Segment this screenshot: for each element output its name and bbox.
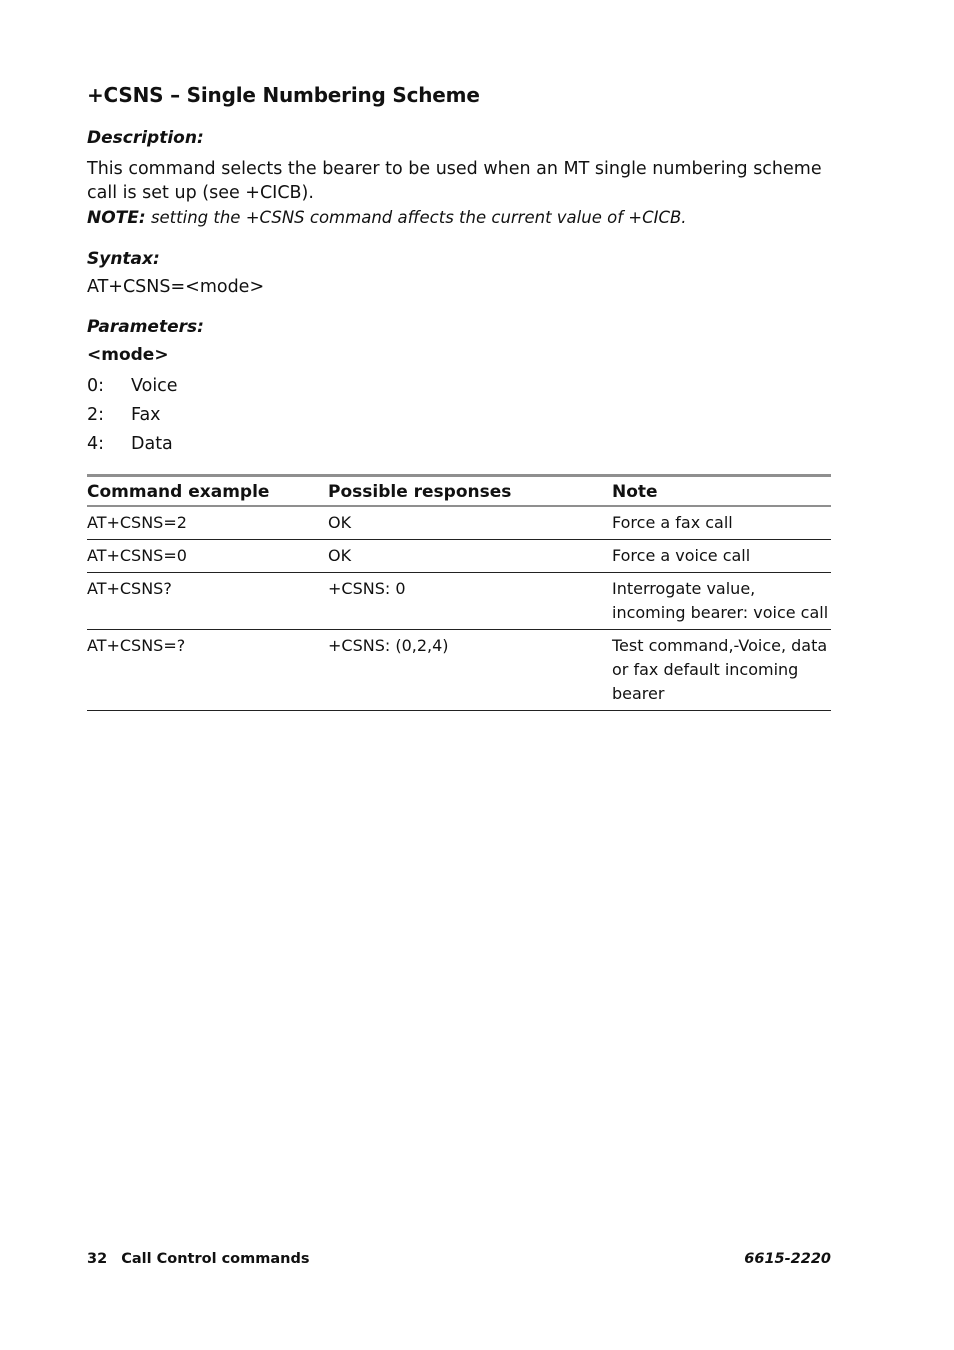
parameter-item [87, 434, 173, 454]
parameter-value: Fax [131, 405, 161, 425]
cell-note: Force a voice call [612, 546, 751, 565]
cell-response: +CSNS: (0,2,4) [328, 636, 449, 655]
parameters-label: Parameters: [87, 317, 204, 337]
cell-command: AT+CSNS=0 [87, 546, 187, 565]
section-name: Call Control commands [121, 1251, 310, 1267]
column-header-command: Command example [87, 482, 270, 502]
parameter-value: Data [131, 434, 173, 454]
cell-note: Force a fax call [612, 513, 733, 532]
page-number: 32 [87, 1251, 108, 1267]
command-table [87, 474, 831, 711]
cell-response: OK [328, 546, 352, 565]
parameter-item [87, 376, 178, 396]
cell-command: AT+CSNS=2 [87, 513, 187, 532]
cell-note: Interrogate value, incoming bearer: voice call [612, 579, 829, 622]
cell-response: OK [328, 513, 352, 532]
page-title: +CSNS – Single Numbering Scheme [87, 83, 480, 107]
cell-response: +CSNS: 0 [328, 579, 406, 598]
footer-left [87, 1251, 309, 1267]
column-header-note: Note [612, 482, 658, 502]
parameter-value: Voice [131, 376, 178, 396]
note [87, 208, 687, 228]
cell-note: Test command,-Voice, data or fax default incoming bearer [612, 636, 828, 703]
note-label: NOTE: [87, 208, 146, 228]
parameter-key: 4: [87, 434, 105, 454]
table-row [87, 506, 831, 540]
cell-command: AT+CSNS? [87, 579, 172, 598]
parameter-key: 0: [87, 376, 105, 396]
parameter-item [87, 405, 161, 425]
table-row [87, 540, 831, 573]
note-text: setting the +CSNS command affects the current value of +CICB. [150, 208, 687, 227]
column-header-responses: Possible responses [328, 482, 512, 502]
parameter-name: <mode> [87, 345, 169, 365]
table-row [87, 630, 831, 711]
syntax-command: AT+CSNS=<mode> [87, 277, 265, 297]
table-header-row [87, 476, 831, 507]
description-text: This command selects the bearer to be used when an MT single numbering scheme call is set up (see +CICB). [87, 159, 822, 203]
document-number: 6615-2220 [744, 1251, 831, 1267]
syntax-label: Syntax: [87, 249, 160, 269]
description-label: Description: [87, 128, 204, 148]
parameter-key: 2: [87, 405, 105, 425]
cell-command: AT+CSNS=? [87, 636, 186, 655]
table-row [87, 573, 831, 630]
